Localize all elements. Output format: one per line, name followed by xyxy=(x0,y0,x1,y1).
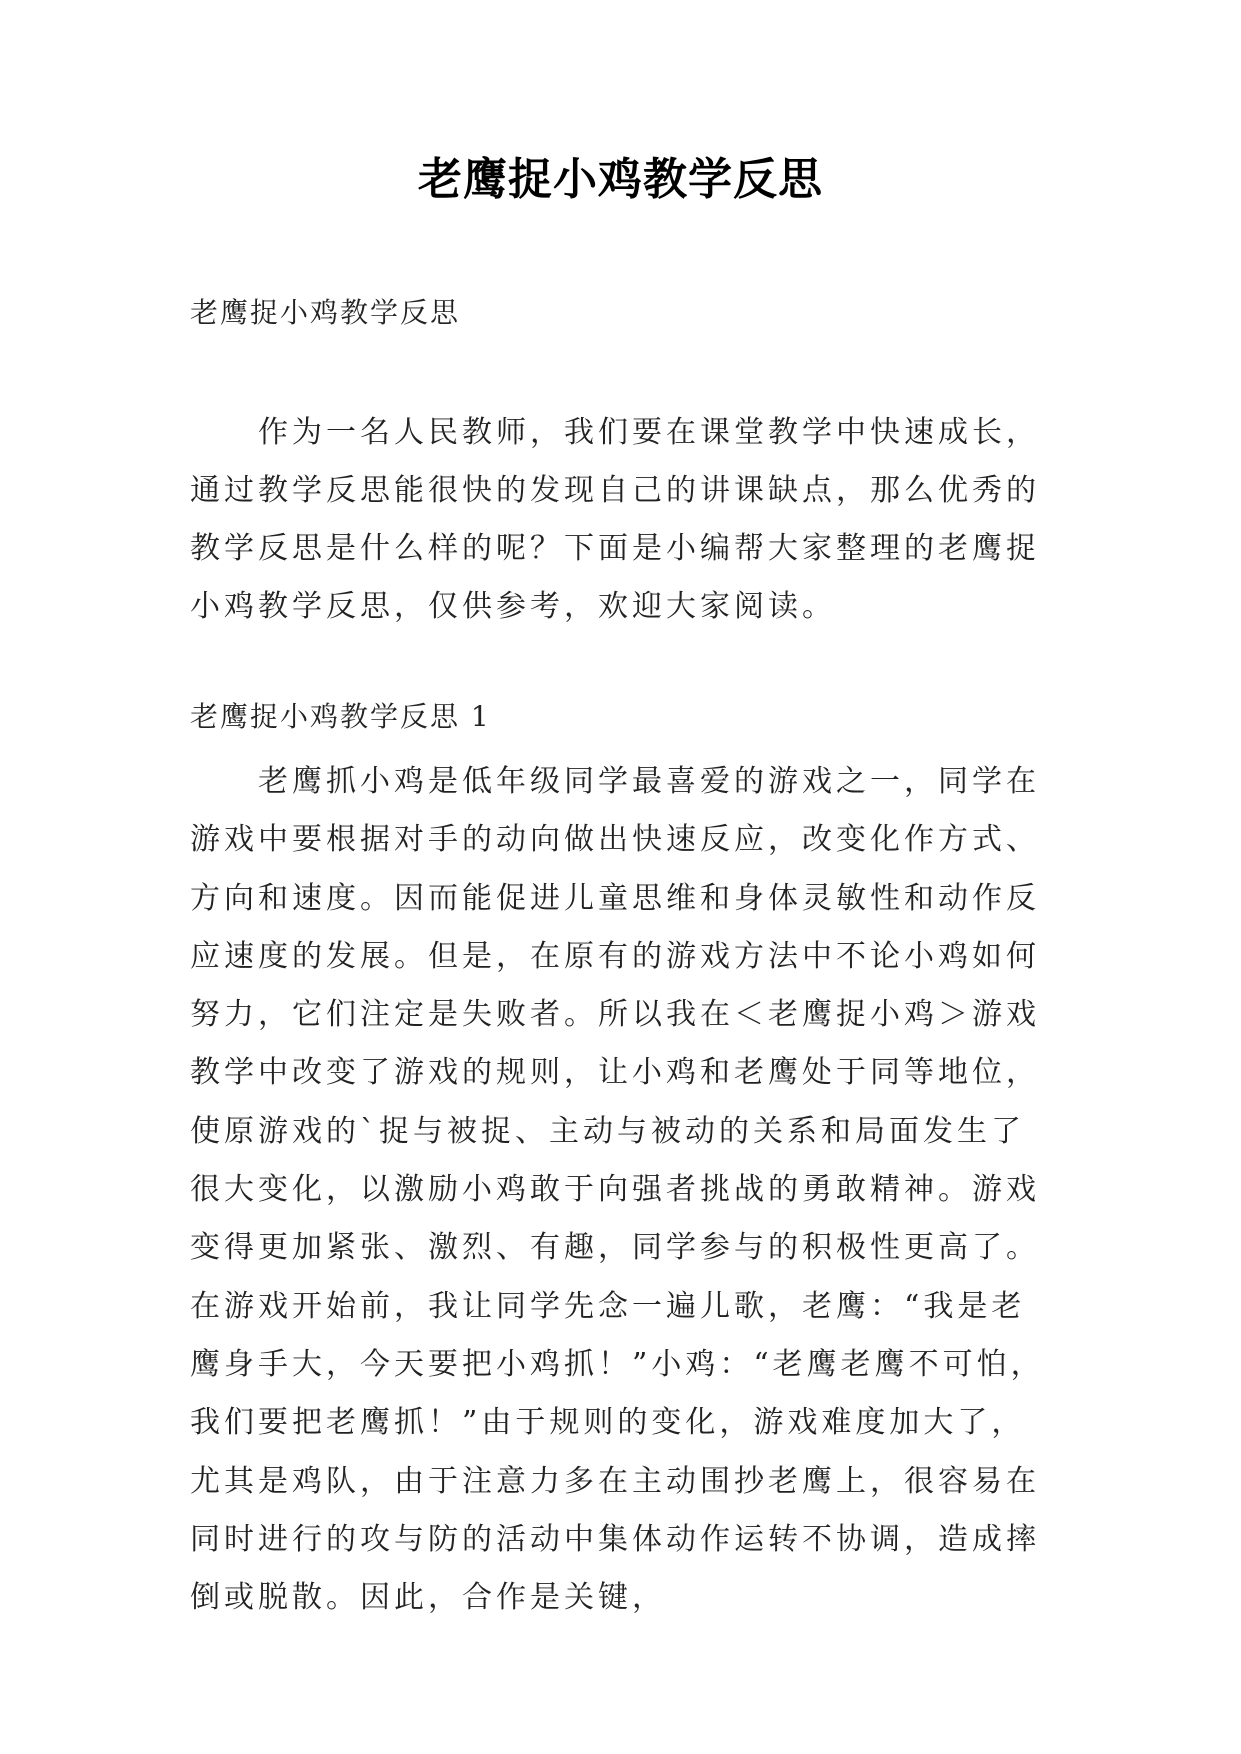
section-heading: 老鹰捉小鸡教学反思 1 xyxy=(190,700,491,733)
document-subtitle: 老鹰捉小鸡教学反思 xyxy=(190,296,461,329)
section-body-paragraph: 老鹰抓小鸡是低年级同学最喜爱的游戏之一，同学在游戏中要根据对手的动向做出快速反应，改变化作方式、方向和速度。因而能促进儿童思维和身体灵敏性和动作反应速度的发展。但是，在原有的游戏方法中不论小鸡如何努力，它们注定是失败者。所以我在＜老鹰捉小鸡＞游戏教学中改变了游戏的规则，让小鸡和老鹰处于同等地位，使原游戏的`捉与被捉、主动与被动的关系和局面发生了很大变化，以激励小鸡敢于向强者挑战的勇敢精神。游戏变得更加紧张、激烈、有趣，同学参与的积极性更高了。在游戏开始前，我让同学先念一遍儿歌，老鹰：“我是老鹰身手大，今天要把小鸡抓！”小鸡：“老鹰老鹰不可怕，我们要把老鹰抓！”由于规则的变化，游戏难度加大了，尤其是鸡队，由于注意力多在主动围抄老鹰上，很容易在同时进行的攻与防的活动中集体动作运转不协调，造成摔倒或脱散。因此，合作是关键， xyxy=(190,764,1045,1616)
document-title: 老鹰捉小鸡教学反思 xyxy=(418,154,823,205)
intro-paragraph: 作为一名人民教师，我们要在课堂教学中快速成长，通过教学反思能很快的发现自己的讲课缺点，那么优秀的教学反思是什么样的呢？下面是小编帮大家整理的老鹰捉小鸡教学反思，仅供参考，欢迎大家阅读。 xyxy=(190,415,1040,624)
